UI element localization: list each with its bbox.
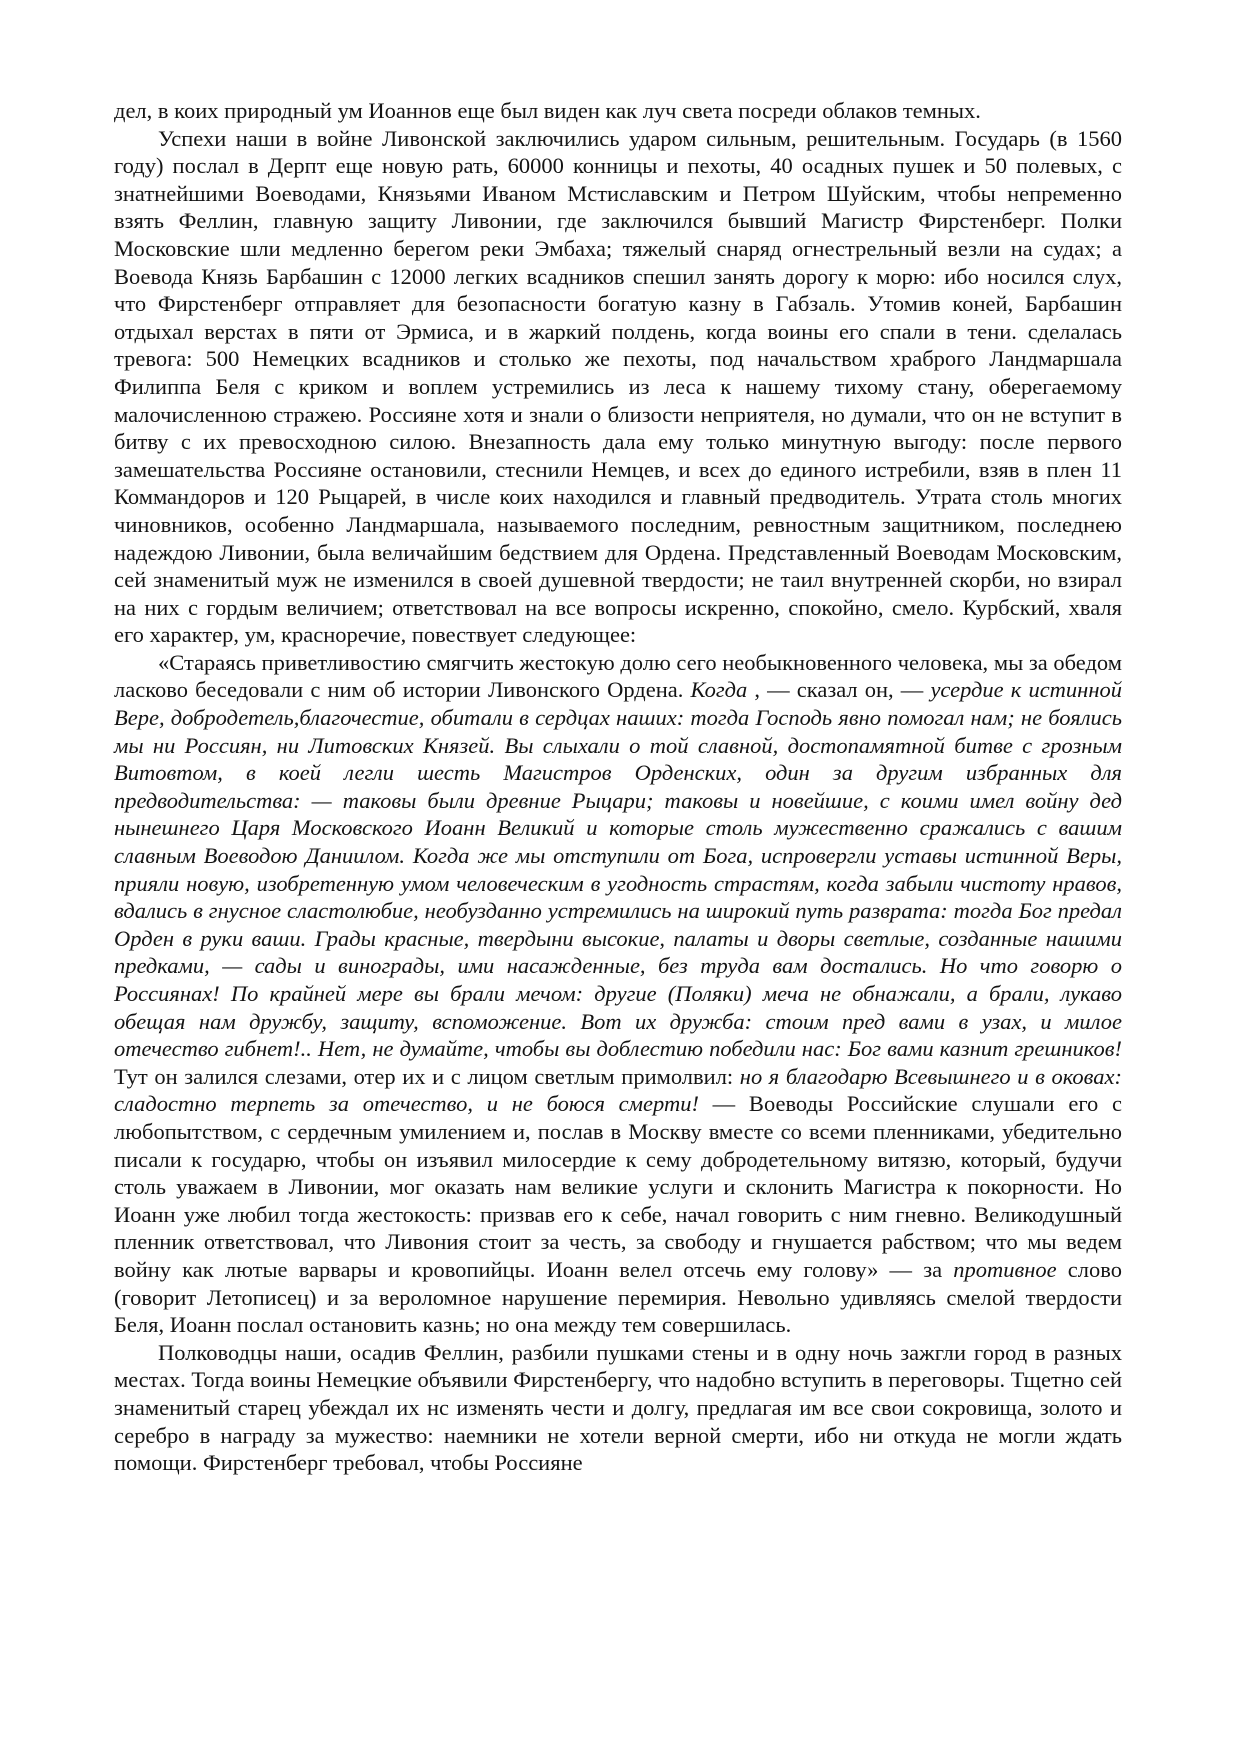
document-page <box>114 97 1122 1477</box>
paragraph-4 <box>114 1339 1122 1477</box>
paragraph-2-text: Успехи наши в войне Ливонской заключились ударом сильным, решительным. Государь (в 1560 году) послал в Дерпт еще новую рать, 60000 конницы и пехоты, 40 осадных пушек и 50 полевых, с знатнейшими Воеводами, Князьями Иваном Мстиславским и Петром Шуйским, чтобы непременно взять Феллин, главную защиту Ливонии, где заключился бывший Магистр Фирстенберг. Полки Московские шли медленно берегом реки Эмбаха; тяжелый снаряд огнестрельный везли на судах; а Воевода Князь Барбашин с 12000 легких всадников спешил занять дорогу к морю: ибо носился слух, что Фирстенберг отправляет для безопасности богатую казну в Габзаль. Утомив коней, Барбашин отдыхал верстах в пяти от Эрмиса, и в жаркий полдень, когда воины его спали в тени. сделалась тревога: 500 Немецких всадников и столько же пехоты, под начальством храброго Ландмаршала Филиппа Беля с криком и воплем устремились из леса к нашему тихому стану, оберегаемому малочисленною стражею. Россияне хотя и знали о близости неприятеля, но думали, что он не вступит в битву с их превосходною силою. Внезапность дала ему только минутную выгоду: после первого замешательства Россияне остановили, стеснили Немцев, и всех до единого истребили, взяв в плен 11 Коммандоров и 120 Рыцарей, в числе коих находился и главный предводитель. Утрата столь многих чиновников, особенно Ландмаршала, называемого последним, ревностным защитником, последнею надеждою Ливонии, была величайшим бедствием для Ордена. Представленный Воеводам Московским, сей знаменитый муж не изменился в своей душевной твердости; не таил внутренней скорби, но взирал на них с гордым величием; ответствовал на все вопросы искренно, спокойно, смело. Курбский, хваля его характер, ум, красноречие, повествует следующее: <box>114 125 1122 648</box>
quote-ending: слово (говорит Летописец) и за вероломное нарушение перемирия. Невольно удивляясь смелой твердости Беля, Иоанн послал остановить казнь; но она между тем совершилась. <box>114 1256 1122 1338</box>
quote-italic-kogda: Когда <box>690 677 748 703</box>
quote-tears: Тут он залился слезами, отер их и с лицом светлым примолвил: <box>114 1063 740 1089</box>
paragraph-3 <box>114 649 1122 1339</box>
paragraph-2 <box>114 125 1122 649</box>
quote-speech: усердие к истинной Вере, добродетель,благочестие, обитали в сердцах наших: тогда Господь явно помогал нам; не боялись мы ни Россиян, ни Литовских Князей. Вы слыхали о той славной, достопамятной битве с грозным Витовтом, в коей легли шесть Магистров Орденских, один за другим избранных для предводительства: — таковы были древние Рыцари; таковы и новейшие, с коими имел войну дед нынешнего Царя Московского Иоанн Великий и которые столь мужественно сражались с вашим славным Воеводою Даниилом. Когда же мы отступили от Бога, испровергли уставы истинной Веры, прияли новую, изобретенную умом человеческим в угодность страстям, когда забыли чистоту нравов, вдались в гнусное сластолюбие, необузданно устремились на широкий путь разврата: тогда Бог предал Орден в руки ваши. Грады красные, твердыни высокие, палаты и дворы светлые, созданные нашими предками, — сады и винограды, ими насажденные, без труда вам достались. Но что говорю о Россиянах! По крайней мере вы брали мечом: другие (Поляки) меча не обнажали, а брали, лукаво обещая нам дружбу, защиту, вспоможение. Вот их дружба: стоим пред вами в узах, и милое отечество гибнет!.. Нет, не думайте, чтобы вы доблестию победили нас: Бог вами казнит грешников! <box>114 677 1123 1062</box>
quote-italic-protivnoe: противное <box>953 1256 1057 1282</box>
quote-said-he: , — сказал он, — <box>747 677 931 703</box>
paragraph-1 <box>114 97 1122 125</box>
quote-intro: «Стараясь приветливостию смягчить жестокую долю сего необыкновенного человека, мы за обедом ласково беседовали с ним об истории Ливонского Ордена. <box>114 649 1122 703</box>
quote-final-words: но я благодарю Всевышнего и в оковах: сладостно терпеть за отечество, и не боюся смерти! <box>114 1063 1122 1117</box>
quote-aftermath: — Воеводы Российские слушали его с любопытством, с сердечным умилением и, послав в Москву вместе со всеми пленниками, убедительно писали к государю, чтобы он изъявил милосердие к сему добродетельному витязю, который, будучи столь уважаем в Ливонии, мог оказать нам великие услуги и склонить Магистра к покорности. Но Иоанн уже любил тогда жестокость: призвав его к себе, начал говорить с ним гневно. Великодушный пленник ответствовал, что Ливония стоит за честь, за свободу и гнушается рабством; что мы ведем войну как лютые варвары и кровопийцы. Иоанн велел отсечь ему голову» — за <box>114 1091 1122 1282</box>
paragraph-4-text: Полководцы наши, осадив Феллин, разбили пушками стены и в одну ночь зажгли город в разных местах. Тогда воины Немецкие объявили Фирстенбергу, что надобно вступить в переговоры. Тщетно сей знаменитый старец убеждал их нс изменять чести и долгу, предлагая им все свои сокровища, золото и серебро в награду за мужество: наемники не хотели верной смерти, ибо ни откуда не могли ждать помощи. Фирстенберг требовал, чтобы Россияне <box>114 1339 1122 1476</box>
paragraph-1-text: дел, в коих природный ум Иоаннов еще был виден как луч света посреди облаков темных. <box>114 98 981 123</box>
